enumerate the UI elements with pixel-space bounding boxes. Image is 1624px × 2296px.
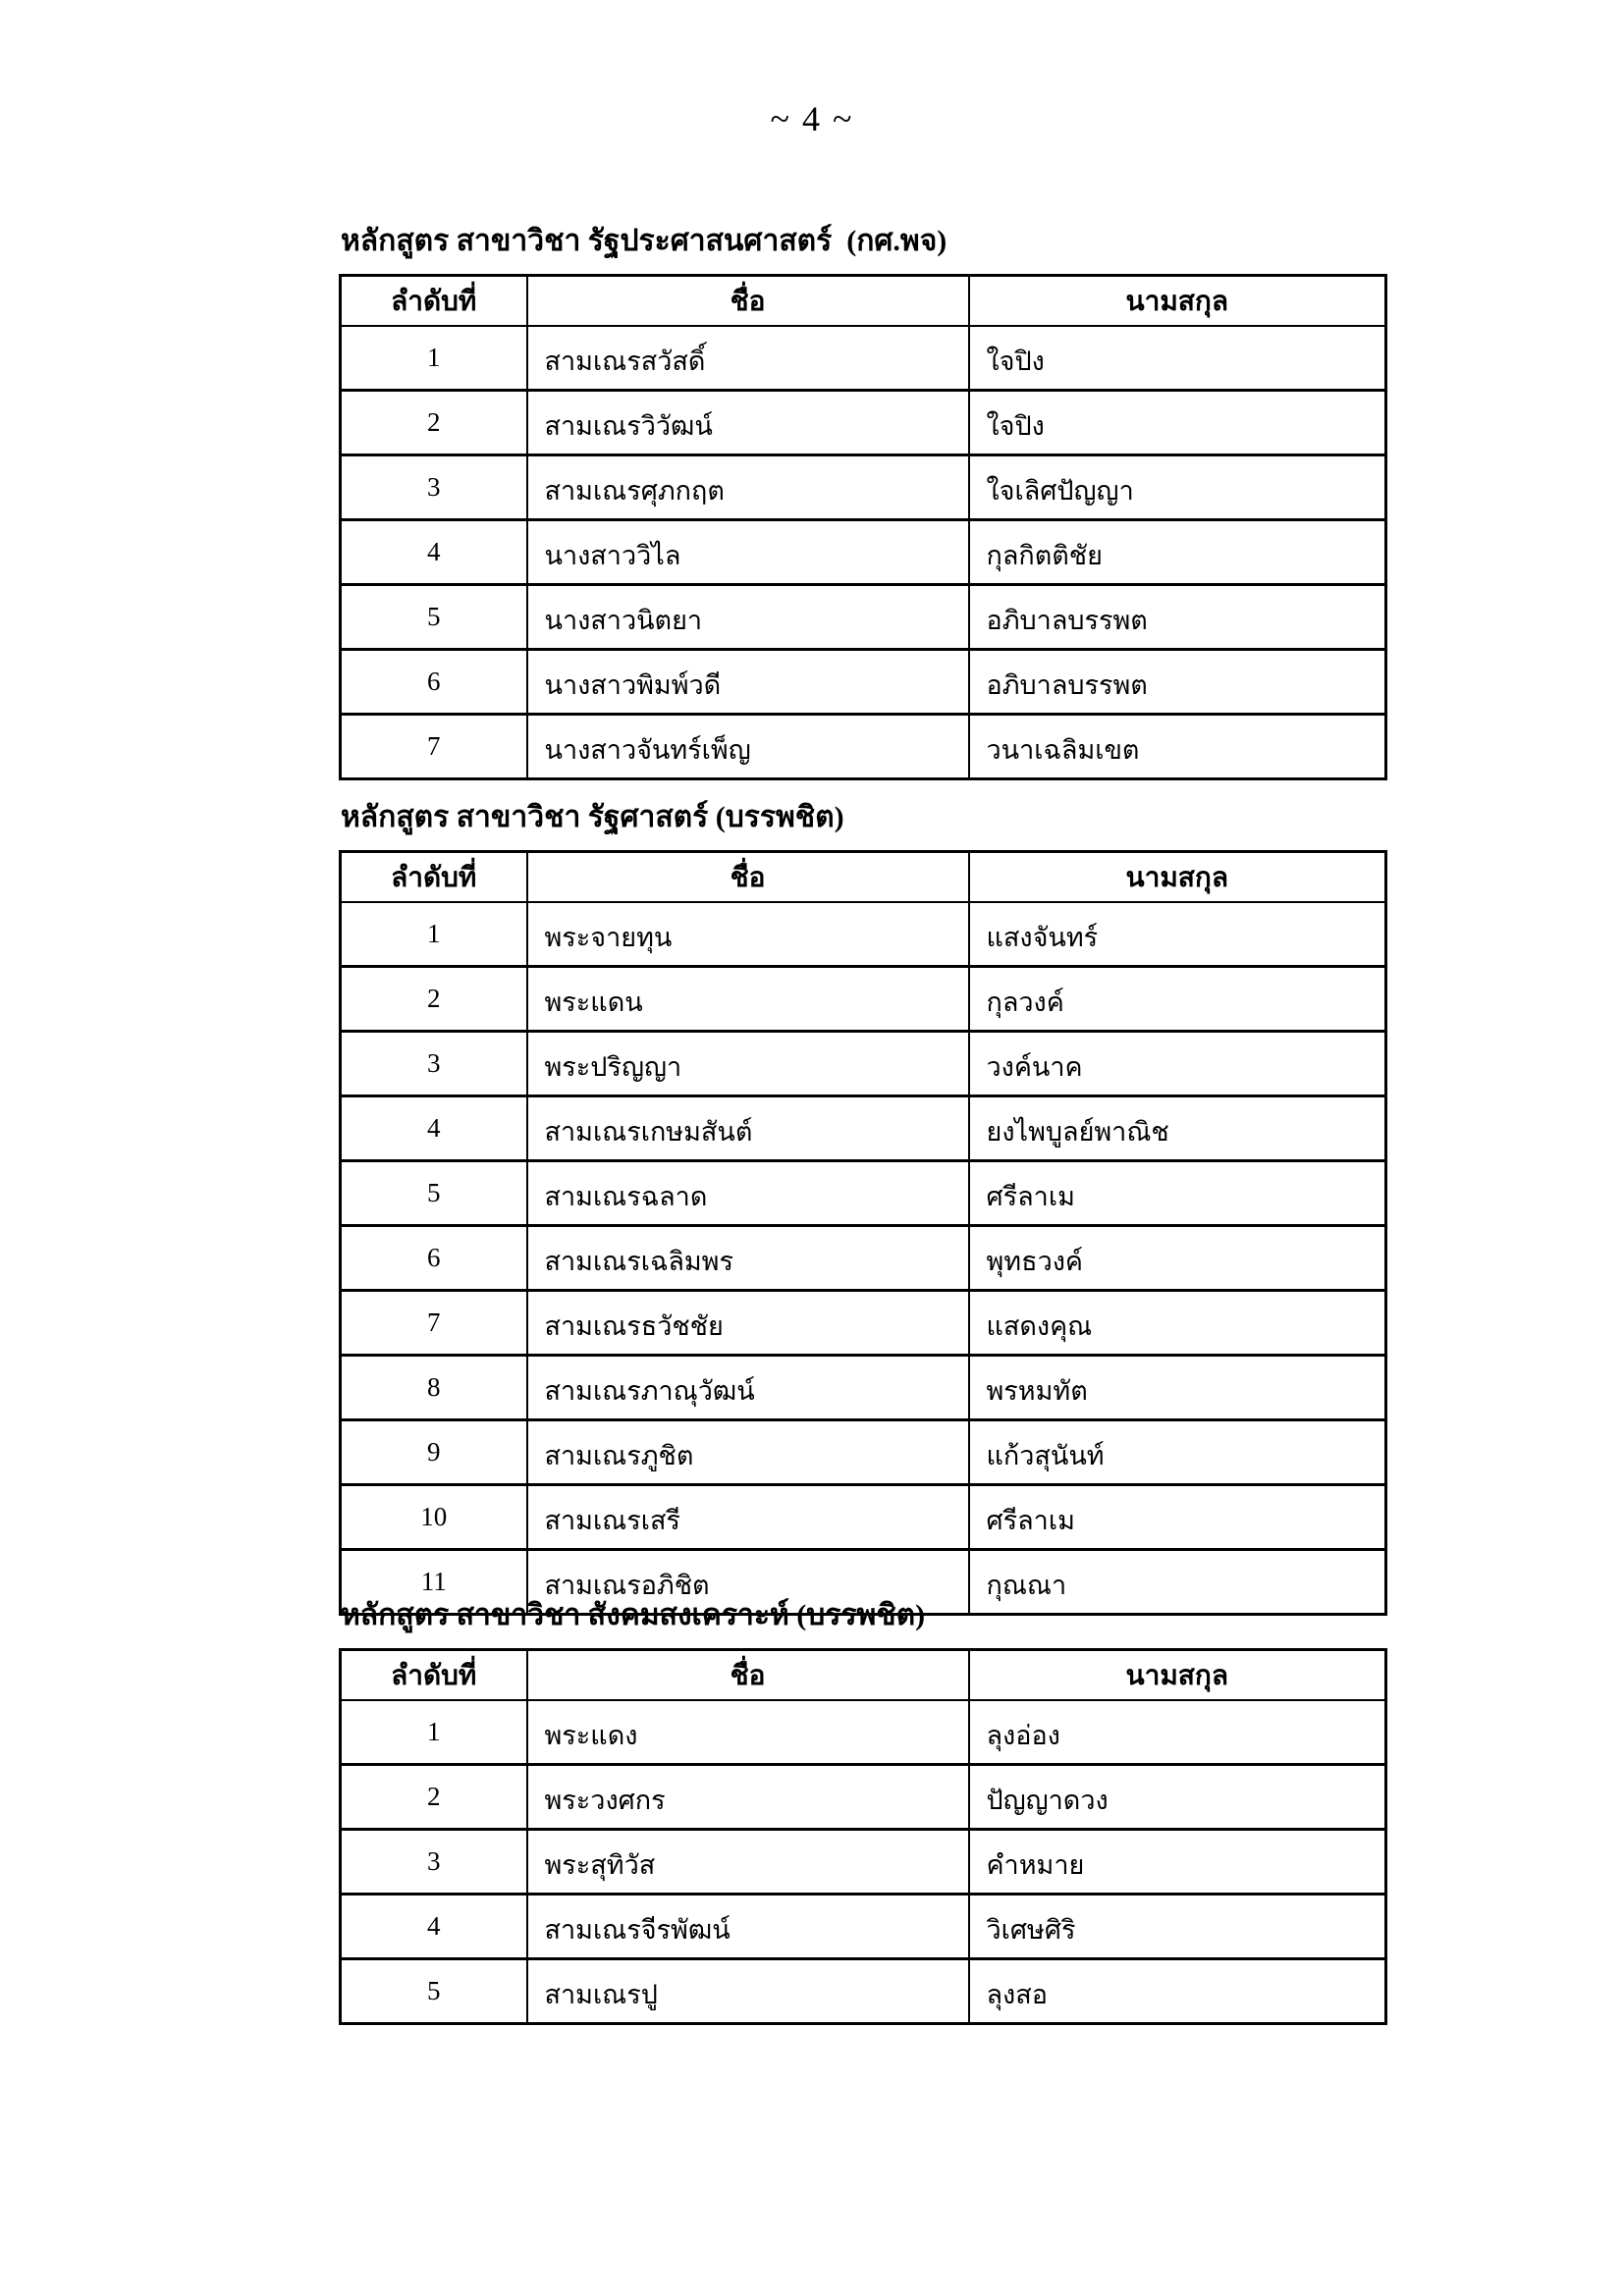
last-name-cell: ยงไพบูลย์พาณิช — [969, 1096, 1386, 1161]
table-row — [341, 1700, 1386, 1765]
last-name-cell: แก้วสุนันท์ — [969, 1420, 1386, 1485]
section-heading: หลักสูตร สาขาวิชา รัฐศาสตร์ (บรรพชิต) — [341, 801, 844, 833]
last-name-cell: แสดงคุณ — [969, 1291, 1386, 1356]
section-heading: หลักสูตร สาขาวิชา สังคมสงเคราะห์ (บรรพชิต) — [341, 1599, 926, 1631]
column-header-index: ลำดับที่ — [341, 1650, 527, 1701]
first-name-cell: สามเณรศุภกฤต — [527, 455, 969, 520]
column-header-first-name: ชื่อ — [527, 1650, 969, 1701]
column-header-index: ลำดับที่ — [341, 276, 527, 327]
first-name-cell: สามเณรฉลาด — [527, 1161, 969, 1226]
table-row — [341, 585, 1386, 650]
row-index-cell: 6 — [341, 650, 527, 715]
last-name-cell: พรหมทัต — [969, 1356, 1386, 1420]
row-index-cell: 7 — [341, 1291, 527, 1356]
first-name-cell: พระสุทิวัส — [527, 1830, 969, 1895]
first-name-cell: สามเณรปู — [527, 1959, 969, 2024]
section-program-3 — [339, 1595, 1384, 2025]
column-header-last-name: นามสกุล — [969, 1650, 1386, 1701]
section-program-2 — [339, 797, 1384, 1616]
table-row — [341, 1032, 1386, 1096]
table-row — [341, 1161, 1386, 1226]
table-row — [341, 1959, 1386, 2024]
table-row — [341, 520, 1386, 585]
table-header-row — [341, 1650, 1386, 1701]
section-program-1 — [339, 221, 1384, 780]
last-name-cell: วนาเฉลิมเขต — [969, 715, 1386, 779]
last-name-cell: ศรีลาเม — [969, 1161, 1386, 1226]
row-index-cell: 3 — [341, 1032, 527, 1096]
first-name-cell: นางสาววิไล — [527, 520, 969, 585]
row-index-cell: 7 — [341, 715, 527, 779]
table-row — [341, 1895, 1386, 1959]
row-index-cell: 1 — [341, 902, 527, 967]
row-index-cell: 4 — [341, 1096, 527, 1161]
table-row — [341, 715, 1386, 779]
last-name-cell: อภิบาลบรรพต — [969, 650, 1386, 715]
first-name-cell: นางสาวจันทร์เพ็ญ — [527, 715, 969, 779]
column-header-last-name: นามสกุล — [969, 276, 1386, 327]
last-name-cell: ใจเลิศปัญญา — [969, 455, 1386, 520]
row-index-cell: 1 — [341, 1700, 527, 1765]
column-header-last-name: นามสกุล — [969, 852, 1386, 903]
table-row — [341, 902, 1386, 967]
row-index-cell: 11 — [341, 1550, 527, 1615]
first-name-cell: สามเณรเกษมสันต์ — [527, 1096, 969, 1161]
first-name-cell: พระแดง — [527, 1700, 969, 1765]
table-row — [341, 391, 1386, 455]
row-index-cell: 3 — [341, 455, 527, 520]
last-name-cell: วิเศษศิริ — [969, 1895, 1386, 1959]
row-index-cell: 2 — [341, 1765, 527, 1830]
table-row — [341, 1765, 1386, 1830]
last-name-cell: กุลกิตติชัย — [969, 520, 1386, 585]
last-name-cell: อภิบาลบรรพต — [969, 585, 1386, 650]
last-name-cell: ศรีลาเม — [969, 1485, 1386, 1550]
row-index-cell: 5 — [341, 1959, 527, 2024]
last-name-cell: กุณณา — [969, 1550, 1386, 1615]
row-index-cell: 8 — [341, 1356, 527, 1420]
table-row — [341, 1485, 1386, 1550]
table-row — [341, 1226, 1386, 1291]
first-name-cell: สามเณรสวัสดิ์ — [527, 326, 969, 391]
table-row — [341, 1096, 1386, 1161]
row-index-cell: 5 — [341, 585, 527, 650]
row-index-cell: 6 — [341, 1226, 527, 1291]
first-name-cell: สามเณรอภิชิต — [527, 1550, 969, 1615]
first-name-cell: นางสาวพิมพ์วดี — [527, 650, 969, 715]
table-row — [341, 1830, 1386, 1895]
page-number: ~ 4 ~ — [770, 99, 854, 138]
row-index-cell: 1 — [341, 326, 527, 391]
first-name-cell: นางสาวนิตยา — [527, 585, 969, 650]
table-row — [341, 967, 1386, 1032]
first-name-cell: สามเณรเฉลิมพร — [527, 1226, 969, 1291]
last-name-cell: วงค์นาค — [969, 1032, 1386, 1096]
last-name-cell: แสงจันทร์ — [969, 902, 1386, 967]
row-index-cell: 3 — [341, 1830, 527, 1895]
row-index-cell: 4 — [341, 520, 527, 585]
table-row — [341, 1291, 1386, 1356]
row-index-cell: 2 — [341, 391, 527, 455]
first-name-cell: สามเณรภูชิต — [527, 1420, 969, 1485]
first-name-cell: พระจายทุน — [527, 902, 969, 967]
first-name-cell: สามเณรวิวัฒน์ — [527, 391, 969, 455]
first-name-cell: สามเณรภาณุวัฒน์ — [527, 1356, 969, 1420]
last-name-cell: ใจปิง — [969, 391, 1386, 455]
table-row — [341, 650, 1386, 715]
roster-table — [339, 274, 1387, 780]
column-header-index: ลำดับที่ — [341, 852, 527, 903]
first-name-cell: พระแดน — [527, 967, 969, 1032]
last-name-cell: ปัญญาดวง — [969, 1765, 1386, 1830]
first-name-cell: พระวงศกร — [527, 1765, 969, 1830]
last-name-cell: ลุงสอ — [969, 1959, 1386, 2024]
row-index-cell: 9 — [341, 1420, 527, 1485]
table-row — [341, 1420, 1386, 1485]
table-header-row — [341, 276, 1386, 327]
last-name-cell: พุทธวงค์ — [969, 1226, 1386, 1291]
row-index-cell: 4 — [341, 1895, 527, 1959]
roster-table — [339, 850, 1387, 1616]
first-name-cell: พระปริญญา — [527, 1032, 969, 1096]
last-name-cell: กุลวงค์ — [969, 967, 1386, 1032]
column-header-first-name: ชื่อ — [527, 276, 969, 327]
table-row — [341, 326, 1386, 391]
table-row — [341, 1356, 1386, 1420]
last-name-cell: คำหมาย — [969, 1830, 1386, 1895]
section-heading: หลักสูตร สาขาวิชา รัฐประศาสนศาสตร์ (กศ.พจ) — [341, 225, 947, 257]
table-header-row — [341, 852, 1386, 903]
last-name-cell: ลุงอ่อง — [969, 1700, 1386, 1765]
first-name-cell: สามเณรเสรี — [527, 1485, 969, 1550]
first-name-cell: สามเณรจีรพัฒน์ — [527, 1895, 969, 1959]
row-index-cell: 5 — [341, 1161, 527, 1226]
row-index-cell: 10 — [341, 1485, 527, 1550]
last-name-cell: ใจปิง — [969, 326, 1386, 391]
table-row — [341, 455, 1386, 520]
column-header-first-name: ชื่อ — [527, 852, 969, 903]
roster-table — [339, 1648, 1387, 2025]
first-name-cell: สามเณรธวัชชัย — [527, 1291, 969, 1356]
row-index-cell: 2 — [341, 967, 527, 1032]
